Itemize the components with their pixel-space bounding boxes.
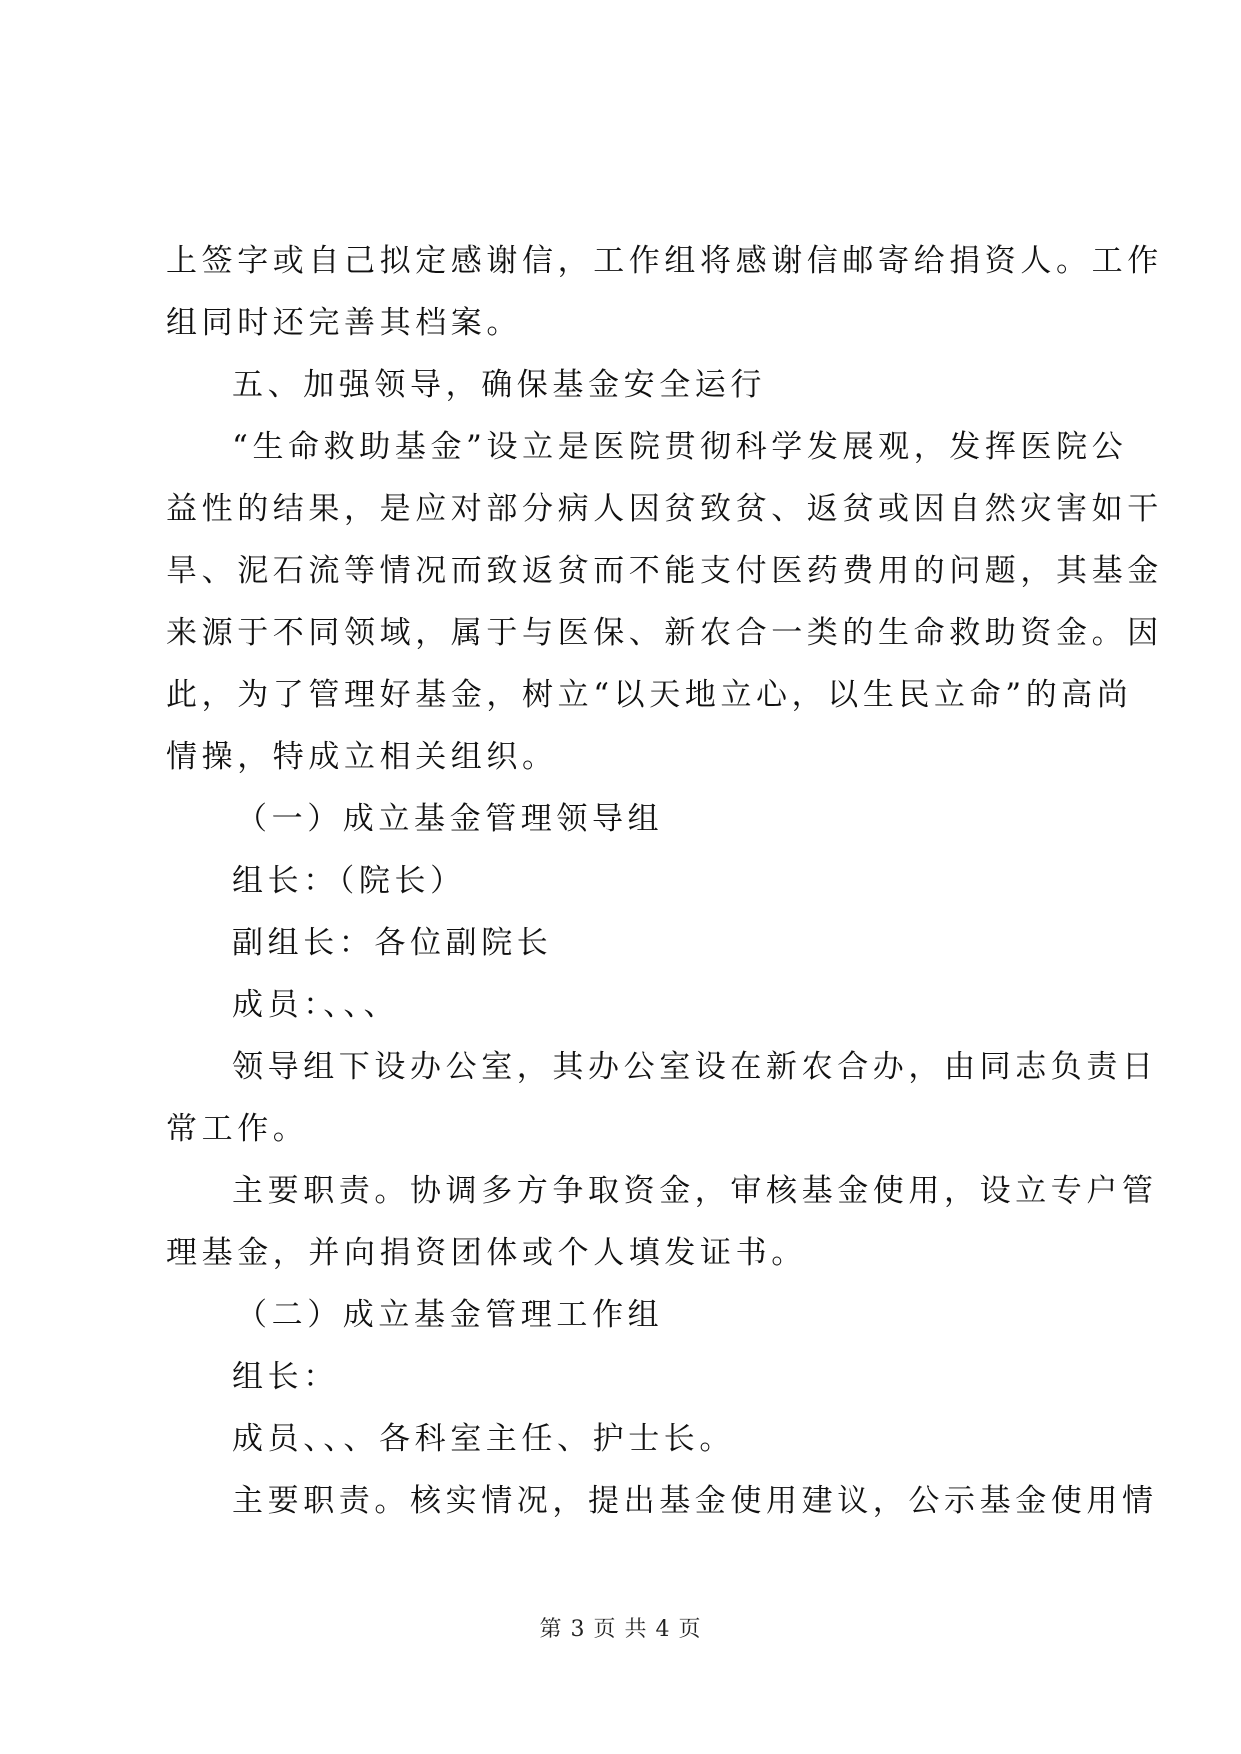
- text-line: 来源于不同领域，属于与医保、新农合一类的生命救助资金。因: [166, 615, 1163, 651]
- text-line: 益性的结果，是应对部分病人因贫致贫、返贫或因自然灾害如干: [166, 491, 1163, 527]
- text-line: 副组长：各位副院长: [232, 925, 553, 961]
- page-footer: [0, 1612, 1241, 1643]
- text-line: 旱、泥石流等情况而致返贫而不能支付医药费用的问题，其基金: [166, 553, 1163, 589]
- members-line: [166, 974, 1086, 1036]
- paragraph-fund-purpose: [166, 416, 1163, 788]
- paragraph-office: [166, 1036, 1158, 1160]
- deputy-leader-line: [166, 912, 1086, 974]
- text-line: 主要职责。核实情况，提出基金使用建议，公示基金使用情: [232, 1483, 1158, 1519]
- text-line: 组同时还完善其档案。: [166, 305, 522, 341]
- working-group-leader-line: [166, 1346, 1086, 1408]
- text-line: 组长：: [232, 1359, 339, 1395]
- paragraph-leadership-duties: [166, 1160, 1158, 1284]
- paragraph-thank-letter: [166, 230, 1163, 354]
- paragraph-working-duties: [166, 1470, 1158, 1532]
- text-line: 主要职责。协调多方争取资金，审核基金使用，设立专户管: [232, 1173, 1158, 1209]
- heading-text: （二）成立基金管理工作组: [236, 1297, 664, 1333]
- section-heading-five: [166, 354, 1086, 416]
- text-line: 成员：、、、: [232, 987, 400, 1023]
- text-line: 理基金，并向捐资团体或个人填发证书。: [166, 1235, 807, 1271]
- heading-text: 五、加强领导，确保基金安全运行: [232, 367, 766, 403]
- text-line: 此，为了管理好基金，树立“以天地立心，以生民立命”的高尚: [166, 677, 1133, 713]
- working-group-members-line: [166, 1408, 1086, 1470]
- subheading-working-group: [166, 1284, 1086, 1346]
- text-line: “生命救助基金”设立是医院贯彻科学发展观，发挥医院公: [232, 429, 1128, 465]
- text-line: 常工作。: [166, 1111, 309, 1147]
- page-number: 第 3 页 共 4 页: [539, 1617, 702, 1642]
- text-line: 上签字或自己拟定感谢信，工作组将感谢信邮寄给捐资人。工作: [166, 243, 1163, 279]
- text-line: 领导组下设办公室，其办公室设在新农合办，由同志负责日: [232, 1049, 1158, 1085]
- leader-line: [166, 850, 1086, 912]
- document-body: [166, 230, 1163, 1532]
- text-line: 组长：（院长）: [232, 863, 466, 899]
- subheading-leadership-group: [166, 788, 1086, 850]
- heading-text: （一）成立基金管理领导组: [236, 801, 664, 837]
- text-line: 成员、、、各科室主任、护士长。: [232, 1421, 735, 1457]
- text-line: 情操，特成立相关组织。: [166, 739, 558, 775]
